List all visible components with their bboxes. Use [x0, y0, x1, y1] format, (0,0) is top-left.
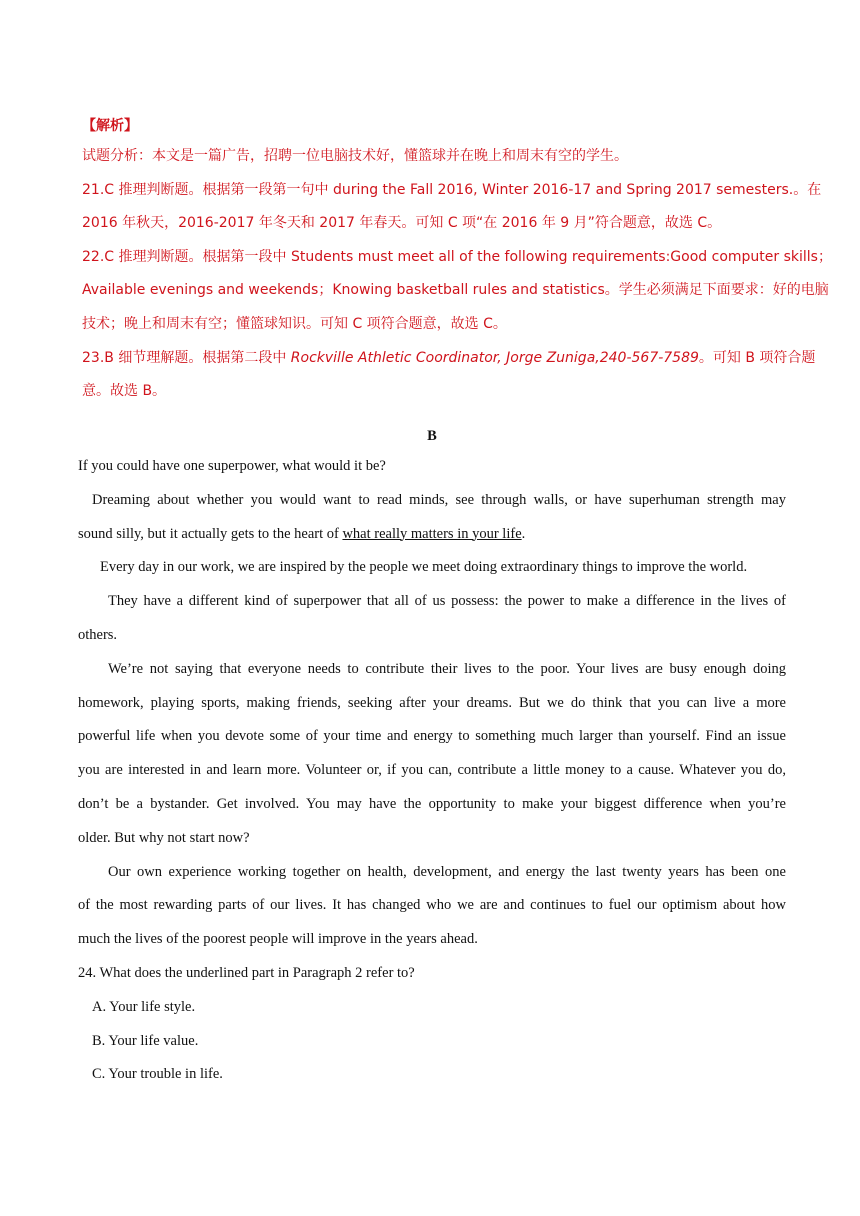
- q21-explanation-line-2: 2016 年秋天，2016-2017 年冬天和 2017 年春天。可知 C 项“在 2016 年 9 月”符合题意，故选 C。: [82, 215, 722, 232]
- paragraph-4-line-2: others.: [78, 626, 118, 643]
- paragraph-2-text: sound silly, but it actually gets to the heart of: [78, 525, 343, 542]
- question-24-option-c: C. Your trouble in life.: [92, 1066, 223, 1083]
- q21-explanation-line-1: 21.C 推理判断题。根据第一段第一句中 during the Fall 2016, Winter 2016-17 and Spring 2017 semesters.。在: [82, 181, 822, 198]
- paragraph-3: Every day in our work, we are inspired by the people we meet doing extraordinary things to improve the world.: [100, 559, 748, 576]
- paragraph-5-line-5: don’t be a bystander. Get involved. You may have the opportunity to make your biggest difference when you’re: [78, 795, 786, 812]
- analysis-heading: 【解析】: [82, 118, 138, 134]
- answer-analysis: [82, 112, 832, 409]
- paragraph-2-line-1: Dreaming about whether you would want to read minds, see through walls, or have superhuman strength may: [92, 491, 786, 508]
- paragraph-5-line-1: We’re not saying that everyone needs to contribute their lives to the poor. Your lives are busy enough doing: [108, 660, 786, 677]
- paragraph-6-line-2: of the most rewarding parts of our lives. It has changed who we are and continues to fuel our optimism about how: [78, 897, 786, 914]
- paragraph-6-line-3: much the lives of the poorest people will improve in the years ahead.: [78, 931, 478, 948]
- analysis-summary: 试题分析：本文是一篇广告，招聘一位电脑技术好，懂篮球并在晚上和周末有空的学生。: [82, 148, 628, 164]
- paragraph-6-line-1: Our own experience working together on health, development, and energy the last twenty years has been one: [108, 863, 786, 880]
- question-24-stem: 24. What does the underlined part in Paragraph 2 refer to?: [78, 964, 415, 981]
- paragraph-5-line-3: powerful life when you devote some of your time and energy to something much larger than yourself. Find an issue: [78, 728, 786, 745]
- q23-explanation-line-2: 意。故选 B。: [82, 383, 167, 400]
- q23-text-post: 。可知 B 项符合题: [698, 349, 816, 366]
- paragraph-2-end: .: [521, 525, 526, 542]
- paragraph-5-line-2: homework, playing sports, making friends, seeking after your dreams. But we do think that you can live a more: [78, 694, 786, 711]
- paragraph-2-line-2: [78, 518, 786, 552]
- section-label: B: [427, 428, 437, 444]
- q23-explanation-line-1: [82, 342, 816, 376]
- q22-explanation-line-1: 22.C 推理判断题。根据第一段中 Students must meet all of the following requirements:Good computer skills；: [82, 248, 832, 265]
- underlined-phrase: what really matters in your life: [342, 525, 522, 542]
- paragraph-5-line-6: older. But why not start now?: [78, 829, 250, 846]
- q22-explanation-line-2: Available evenings and weekends；Knowing basketball rules and statistics。学生必须满足下面要求：好的电脑: [82, 282, 829, 299]
- question-24-option-b: B. Your life value.: [92, 1032, 199, 1049]
- q23-text-pre: 23.B 细节理解题。根据第二段中: [82, 349, 291, 366]
- paragraph-1: If you could have one superpower, what would it be?: [78, 458, 386, 474]
- reading-passage-b: [78, 422, 786, 1092]
- question-24-option-a: A. Your life style.: [92, 998, 196, 1015]
- q22-explanation-line-3: 技术；晚上和周末有空；懂篮球知识。可知 C 项符合题意，故选 C。: [82, 315, 507, 332]
- paragraph-5-line-4: you are interested in and learn more. Volunteer or, if you can, contribute a little money to a cause. Whatever you do,: [78, 762, 786, 779]
- paragraph-4-line-1: They have a different kind of superpower that all of us possess: the power to make a difference in the lives of: [108, 593, 786, 610]
- q23-quoted-contact: Rockville Athletic Coordinator, Jorge Zuniga,240-567-7589: [290, 349, 699, 366]
